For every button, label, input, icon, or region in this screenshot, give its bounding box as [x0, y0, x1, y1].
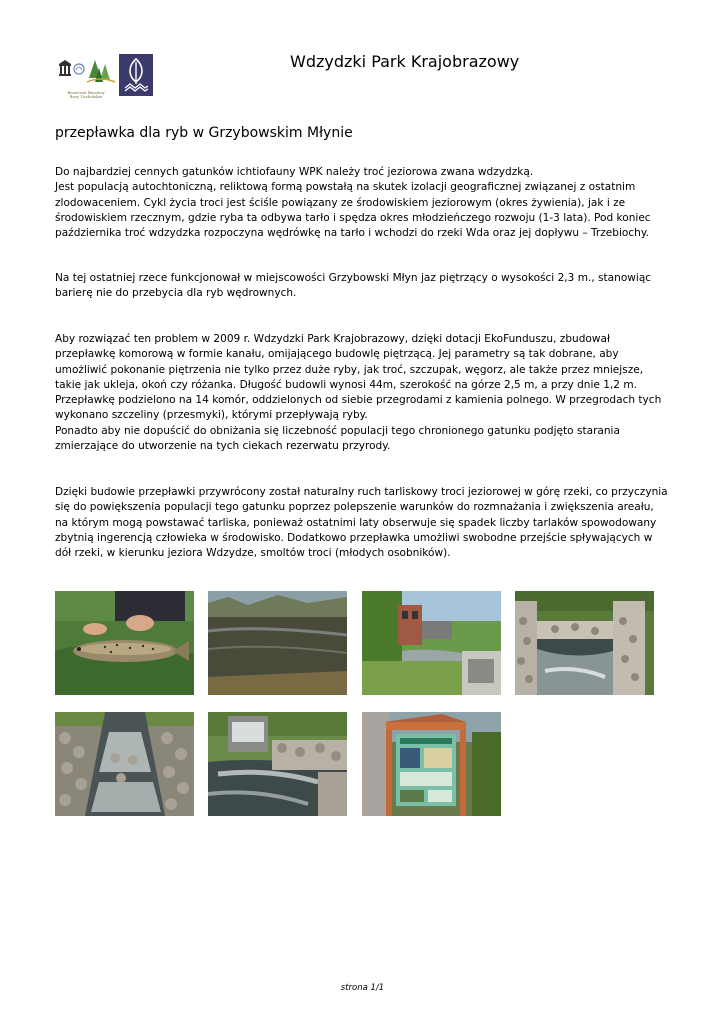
photo-stone-channel — [55, 712, 194, 816]
photo-river-stream — [208, 591, 347, 695]
article-paragraph-2: Na tej ostatniej rzece funkcjonował w miejscowości Grzybowski Młyn jaz piętrzący o wysokości 2,3 m., stanowiąc barierę nie do przebycia dla ryb wędrownych. — [55, 272, 652, 300]
photo-fish-pass-chambers — [515, 591, 654, 695]
logo-caption-bottom: Bory Tucholskie — [69, 94, 103, 99]
park-logo — [119, 54, 153, 96]
photo-weir-and-pass — [208, 712, 347, 816]
photo-trout-in-hands — [55, 591, 194, 695]
photo-mill-building — [362, 591, 501, 695]
article-paragraph-4: Dzięki budowie przepławki przywrócony został naturalny ruch tarliskowy troci jeziorowej w górę rzeki, co przyczynia się do powiększenia populacji tego gatunku poprzez polepszenie warunków do rozmnażania i zwiększenia areału, na którym mogą powstawać tarliska, ponieważ ostatnimi laty obserwuje się spadek liczby tarlaków spowodowany zbytnią ingerencją człowieka w środowisko. Dodatkowo przepławka umożliwi swobodne przejście spływających w dół rzeki, w kierunku jeziora Wdzydze, smoltów troci (młodych osobników). — [55, 486, 668, 560]
biosphere-reserve-logo — [55, 58, 117, 99]
page-heading: przepławka dla ryb w Grzybowskim Młynie — [55, 125, 353, 141]
photo-info-board — [362, 712, 501, 816]
logo-caption-top: Rezerwat Biosfery — [67, 90, 105, 95]
header-logos — [55, 54, 155, 98]
article-paragraph-3: Aby rozwiązać ten problem w 2009 r. Wdzydzki Park Krajobrazowy, dzięki dotacji EkoFunduszu, zbudował przepławkę komorową w formie kanału, omijającego budowlę piętrzącą. Jej parametry są tak dobrane, aby umożliwić pokonanie piętrzenia nie tylko przez duże ryby, jak troć, szczupak, węgorz, ale także przez mniejsze, takie jak ukleja, okoń czy różanka. Długość budowli wynosi 44m, szerokość na górze 2,5 m, a przy dnie 1,2 m. Przepławkę podzielono na 14 komór, oddzielonych od siebie przegrodami z kamienia polnego. W przegrodach tych wykonano szczeliny (przesmyki), którymi przepływają ryby. Ponadto aby nie dopuścić do obniżania się liczebność populacji tego chronionego gatunku podjęto starania zmierzające do utworzenie na tych ciekach rezerwatu przyrody. — [55, 333, 662, 453]
page-number: strona 1/1 — [340, 983, 385, 993]
article-paragraph-1: Do najbardziej cennych gatunków ichtiofauny WPK należy troć jeziorowa zwana wdzydzką. Jest populacją autochtoniczną, reliktową formą powstałą na skutek izolacji geograficznej związanej z ostatnim zlodowaceniem. Cykl życia troci jest ściśle powiązany ze środowiskiem jeziorowym (okres żywienia), jak i ze środowiskiem rzecznym, gdzie ryba ta odbywa tarło i spędza okres młodzieńczego rozwoju (1-3 lata). Pod koniec października troć wdzydzka rozpoczyna wędrówkę na tarło i wchodzi do rzeki Wda oraz jej dopływu – Trzebiochy. — [55, 166, 651, 240]
site-title: Wdzydzki Park Krajobrazowy — [290, 52, 520, 71]
